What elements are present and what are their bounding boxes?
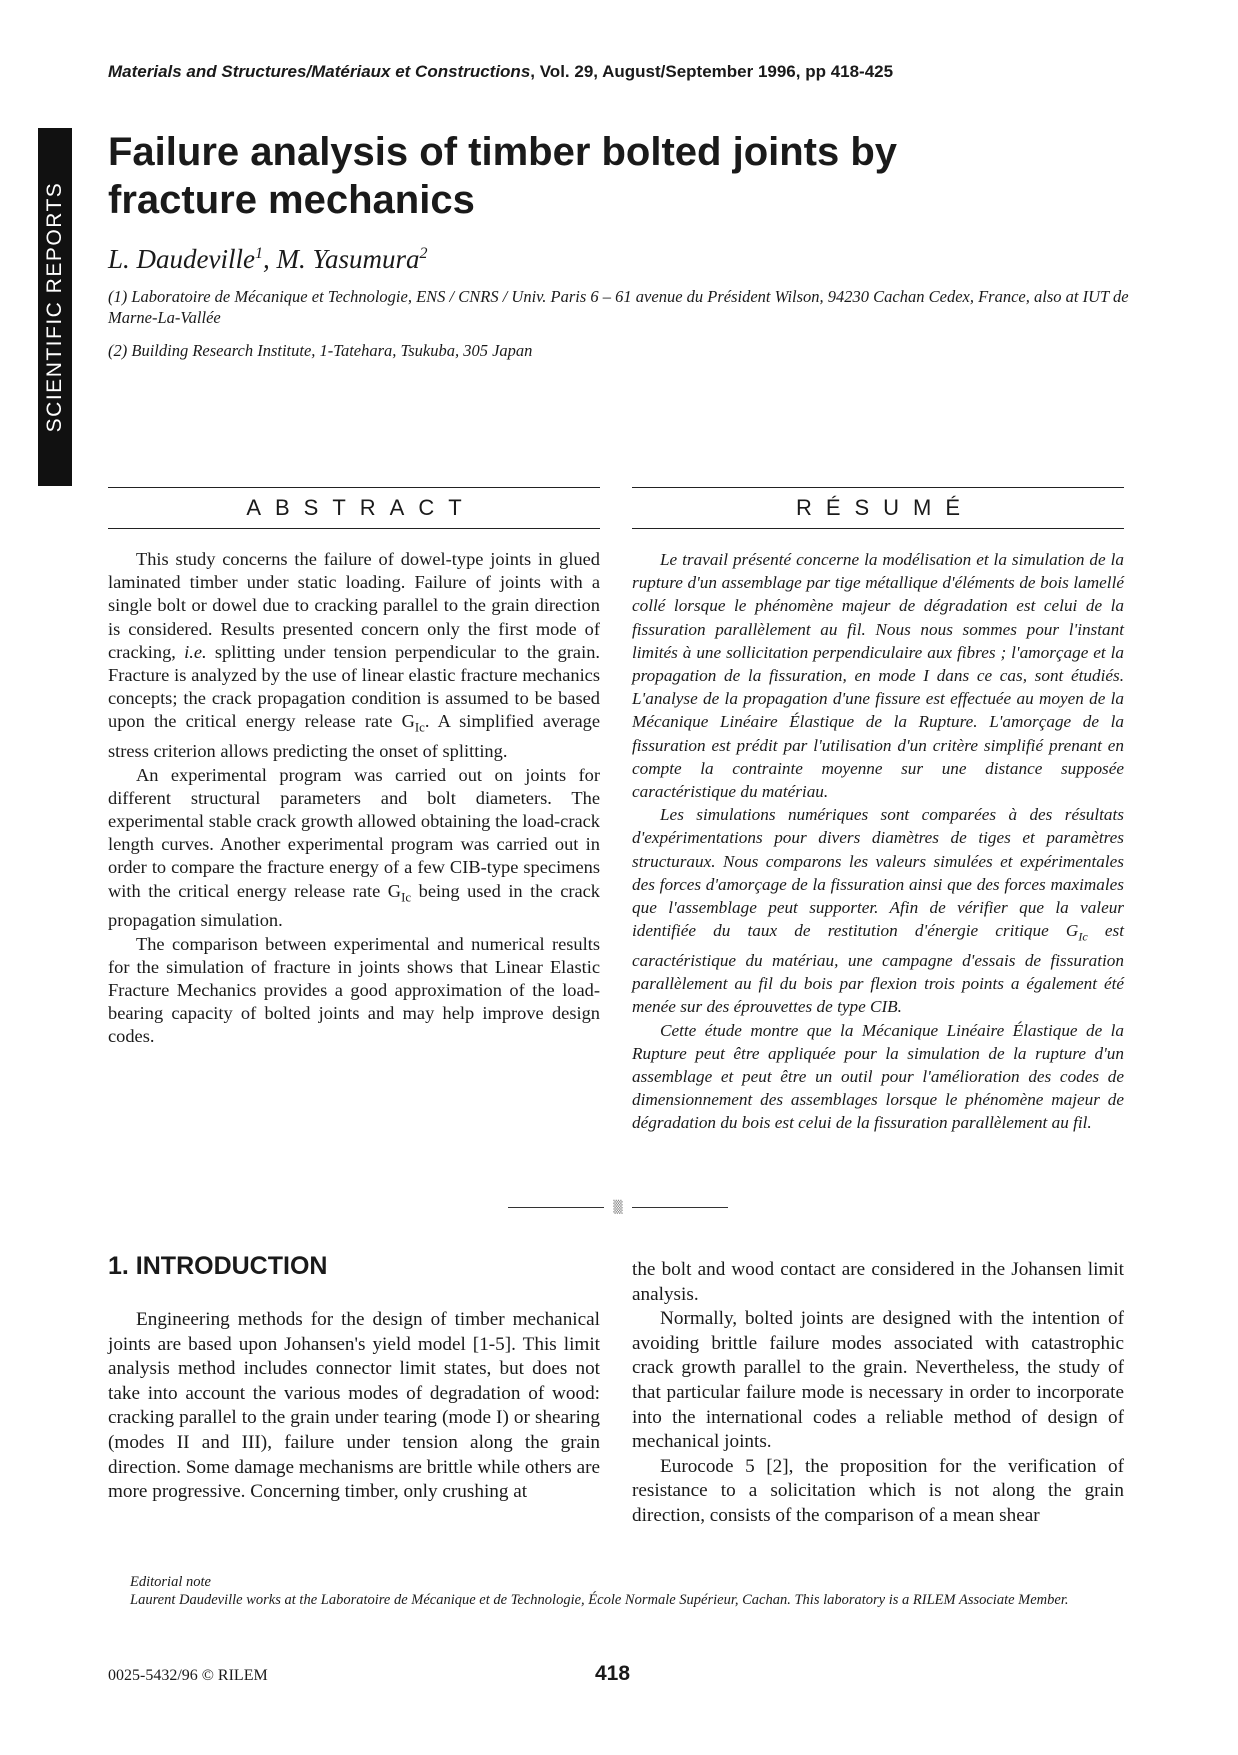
abstract-p2b: being used in the crack propagation simulation. <box>108 880 600 931</box>
affiliation-1: (1) Laboratoire de Mécanique et Technologie, ENS / CNRS / Univ. Paris 6 – 61 avenue du Président Wilson, 94230 Cachan Cedex, France, also at IUT de Marne-La-Vallée <box>108 287 1129 327</box>
intro-paragraph: the bolt and wood contact are considered in the Johansen limit analysis. <box>632 1259 1124 1305</box>
resume-rule-bottom <box>632 528 1124 529</box>
abstract-p2-sub: Ic <box>401 890 412 905</box>
resume-heading: RÉSUMÉ <box>795 495 975 520</box>
journal-volume: , Vol. 29, August/September 1996, pp 418-425 <box>530 62 894 81</box>
resume-text <box>632 548 1124 1135</box>
abstract-rule-top <box>108 487 600 488</box>
abstract-p2a: An experimental program was carried out on joints for different structural parameters and bolt diameters. The experimental stable crack growth allowed obtaining the load-crack length curves. Another experimental program was carried out in order to compare the fracture energy of a few CIB-type specimens with the critical energy release rate G <box>108 764 600 901</box>
affiliation-2: (2) Building Research Institute, 1-Tatehara, Tsukuba, 305 Japan <box>108 341 533 360</box>
abstract-p1a: This study concerns the failure of dowel-type joints in glued laminated timber under static loading. Failure of joints with a single bolt or dowel due to cracking parallel to the grain direction is considered. Results presented concern only the first mode of cracking, <box>108 549 600 662</box>
editorial-note <box>130 1573 1120 1609</box>
abstract-text <box>108 548 600 1049</box>
section-divider <box>508 1200 728 1214</box>
abstract-paragraph: The comparison between experimental and numerical results for the simulation of fracture in joints shows that Linear Elastic Fracture Mechanics provides a good approximation of the load-bearing capacity of bolted joints and may help improve design codes. <box>108 933 600 1047</box>
issn-copyright: 0025-5432/96 © RILEM <box>108 1667 268 1684</box>
author-1-mark: 1 <box>254 245 263 262</box>
article-title: Failure analysis of timber bolted joints by fracture mechanics <box>108 130 898 222</box>
intro-paragraph: Normally, bolted joints are designed with the intention of avoiding brittle failure modes associated with catastrophic crack growth parallel to the grain. Nevertheless, the study of that particular failure mode is necessary in order to incorporate into the international codes a reliable method of design of mechanical joints. <box>632 1308 1124 1453</box>
abstract-p1-sub: Ic <box>414 721 425 736</box>
abstract-p1b: splitting under tension perpendicular to the grain. Fracture is analyzed by the use of linear elastic fracture mechanics concepts; the crack propagation condition is assumed to be based upon the critical energy release rate G <box>108 641 600 732</box>
author-2: , M. Yasumura <box>262 244 420 274</box>
resume-p2b: est caractéristique du matériau, une campagne d'essais de fissuration parallèlement au fil du bois par flexion trois points a également été menée sur des éprouvettes de type CIB. <box>632 921 1124 1017</box>
resume-paragraph: Le travail présenté concerne la modélisation et la simulation de la rupture d'un assemblage par tige métallique d'éléments de bois lamellé collé lorsque le phénomène majeur de dégradation est celui de la fissuration parallèlement au fil. Nous nous sommes pour l'instant limités à une sollicitation perpendiculaire aux fibres ; l'amorçage et la propagation de la fissuration, en mode I dans ce cas, sont étudiés. L'analyse de la propagation d'une fissure est effectuée au moyen de la Mécanique Linéaire Élastique de la Rupture. L'amorçage de la fissuration est prédit par l'utilisation d'un critère simplifié prenant en compte la contrainte moyenne sur une distance supposée caractéristique du matériau. <box>632 550 1124 802</box>
author-1: L. Daudeville <box>108 244 255 274</box>
abstract-heading: ABSTRACT <box>246 495 476 520</box>
editorial-note-label: Editorial note <box>130 1574 211 1590</box>
resume-paragraph <box>632 803 1124 1018</box>
intro-paragraph: Eurocode 5 [2], the proposition for the verification of resistance to a solicitation which is not along the grain direction, consists of the comparison of a mean shear <box>632 1455 1124 1526</box>
abstract-p1-ie: i.e. <box>184 641 207 662</box>
divider-line-right <box>632 1207 728 1208</box>
abstract-rule-bottom <box>108 528 600 529</box>
resume-p2a: Les simulations numériques sont comparées à des résultats d'expérimentations pour divers diamètres de tiges et paramètres structuraux. Nous comparons les valeurs simulées et expérimentales des forces d'amorçage de la fissuration ainsi que des forces maximales que l'assemblage peut supporter. Afin de vérifier que la valeur identifiée du taux de restitution d'énergie critique G <box>632 805 1124 941</box>
divider-ornament-icon: ▒ <box>613 1200 623 1214</box>
section-side-tab <box>38 128 72 486</box>
page-number: 418 <box>595 1662 631 1685</box>
abstract-paragraph <box>108 764 600 933</box>
introduction-right-column <box>632 1258 1124 1529</box>
authors <box>108 244 428 275</box>
abstract-p1c: . A simplified average stress criterion allows predicting the onset of splitting. <box>108 711 600 762</box>
resume-paragraph: Cette étude montre que la Mécanique Linéaire Élastique de la Rupture peut être appliquée pour la simulation de la rupture d'un assemblage et peut être un outil pour l'amélioration des codes de dimensionnement des assemblages lorsque le phénomène majeur de dégradation du bois est celui de la fissuration parallèlement au fil. <box>632 1020 1124 1133</box>
editorial-note-text: Laurent Daudeville works at the Laboratoire de Mécanique et de Technologie, École Normale Supérieur, Cachan. This laboratory is a RILEM Associate Member. <box>130 1592 1069 1608</box>
resume-p2-sub: Ic <box>1078 929 1088 944</box>
abstract-paragraph <box>108 548 600 764</box>
journal-name: Materials and Structures/Matériaux et Constructions <box>108 62 531 81</box>
side-tab-label: SCIENTIFIC REPORTS <box>43 181 66 433</box>
divider-line-left <box>508 1207 604 1208</box>
introduction-left-column <box>108 1308 600 1505</box>
introduction-heading: 1. INTRODUCTION <box>108 1252 328 1280</box>
resume-rule-top <box>632 487 1124 488</box>
intro-paragraph: Engineering methods for the design of timber mechanical joints are based upon Johansen's yield model [1-5]. This limit analysis method includes connector limit states, but does not take into account the various modes of degradation of wood: cracking parallel to the grain under tearing (mode I) or shearing (modes II and III), failure under tension along the grain direction. Some damage mechanisms are brittle while others are more progressive. Concerning timber, only crushing at <box>108 1309 600 1503</box>
author-2-mark: 2 <box>419 245 428 262</box>
journal-header <box>108 62 1148 82</box>
